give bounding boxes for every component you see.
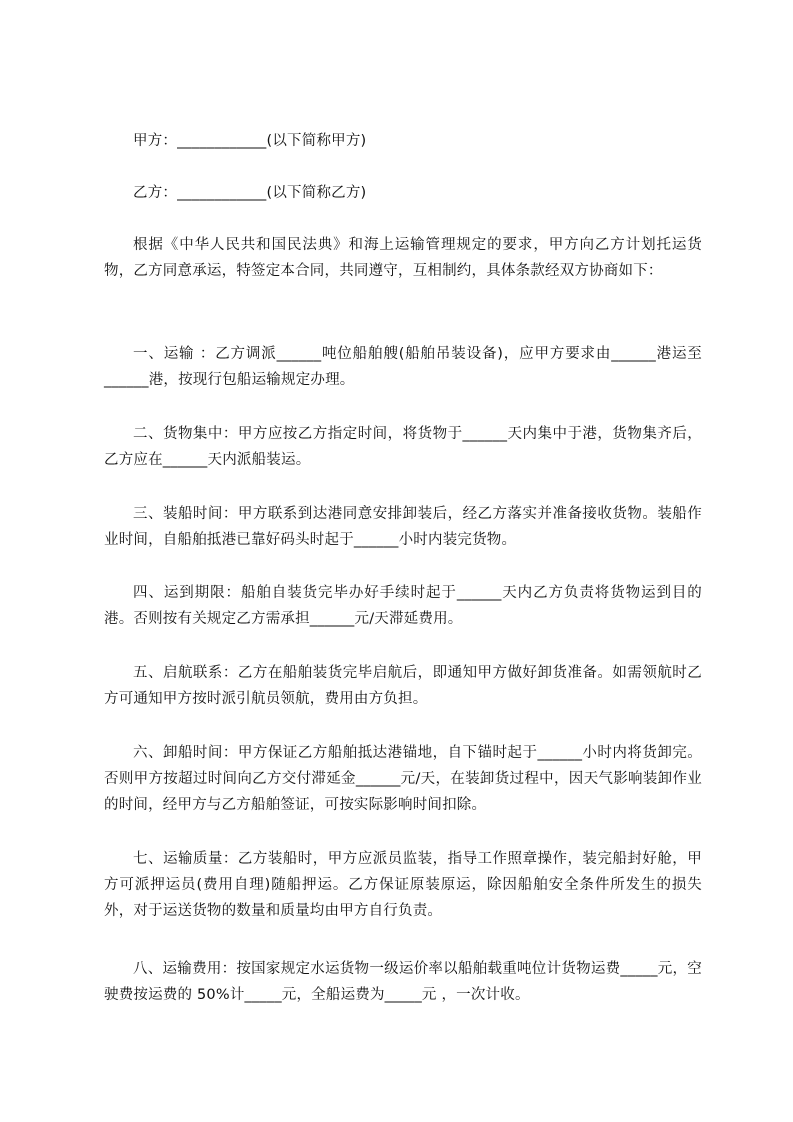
clause-transport-fees: 八、运输费用：按国家规定水运货物一级运价率以船舶载重吨位计货物运费_____元，空驶费按运费的 50%计_____元，全船运费为_____元 ，一次计收。 xyxy=(104,961,702,1003)
party-b-line: 乙方：____________(以下简称乙方) xyxy=(133,185,367,201)
party-a-line: 甲方：____________(以下简称甲方) xyxy=(133,133,367,149)
clause-cargo-collection: 二、货物集中：甲方应按乙方指定时间，将货物于______天内集中于港，货物集齐后，乙方应在______天内派船装运。 xyxy=(104,426,702,468)
clause-departure-contact: 五、启航联系：乙方在船舶装货完毕启航后，即通知甲方做好卸货准备。如需领航时乙方可通知甲方按时派引航员领航，费用由方负担。 xyxy=(104,665,702,707)
preamble-paragraph: 根据《中华人民共和国民法典》和海上运输管理规定的要求，甲方向乙方计划托运货物，乙方同意承运，特签定本合同，共同遵守，互相制约，具体条款经双方协商如下： xyxy=(104,237,702,279)
clause-transport-quality: 七、运输质量：乙方装船时，甲方应派员监装，指导工作照章操作，装完船封好舱，甲方可派押运员(费用自理)随船押运。乙方保证原装原运，除因船舶安全条件所发生的损失外，对于运送货物的数量和质量均由甲方自行负责。 xyxy=(104,851,702,919)
clause-loading-time: 三、装船时间：甲方联系到达港同意安排卸装后，经乙方落实并准备接收货物。装船作业时间，自船舶抵港已靠好码头时起于______小时内装完货物。 xyxy=(104,506,702,548)
clause-delivery-deadline: 四、运到期限：船舶自装货完毕办好手续时起于______天内乙方负责将货物运到目的港。否则按有关规定乙方需承担______元/天滞延费用。 xyxy=(104,585,702,627)
clause-transport: 一、运输 ：乙方调派______吨位船舶艘(船舶吊装设备)，应甲方要求由______港运至______港，按现行包船运输规定办理。 xyxy=(104,346,702,388)
clause-unloading-time: 六、卸船时间：甲方保证乙方船舶抵达港锚地，自下锚时起于______小时内将货卸完。否则甲方按超过时间向乙方交付滞延金______元/天，在装卸货过程中，因天气影响装卸作业的时间，经甲方与乙方船舶签证，可按实际影响时间扣除。 xyxy=(104,745,702,813)
